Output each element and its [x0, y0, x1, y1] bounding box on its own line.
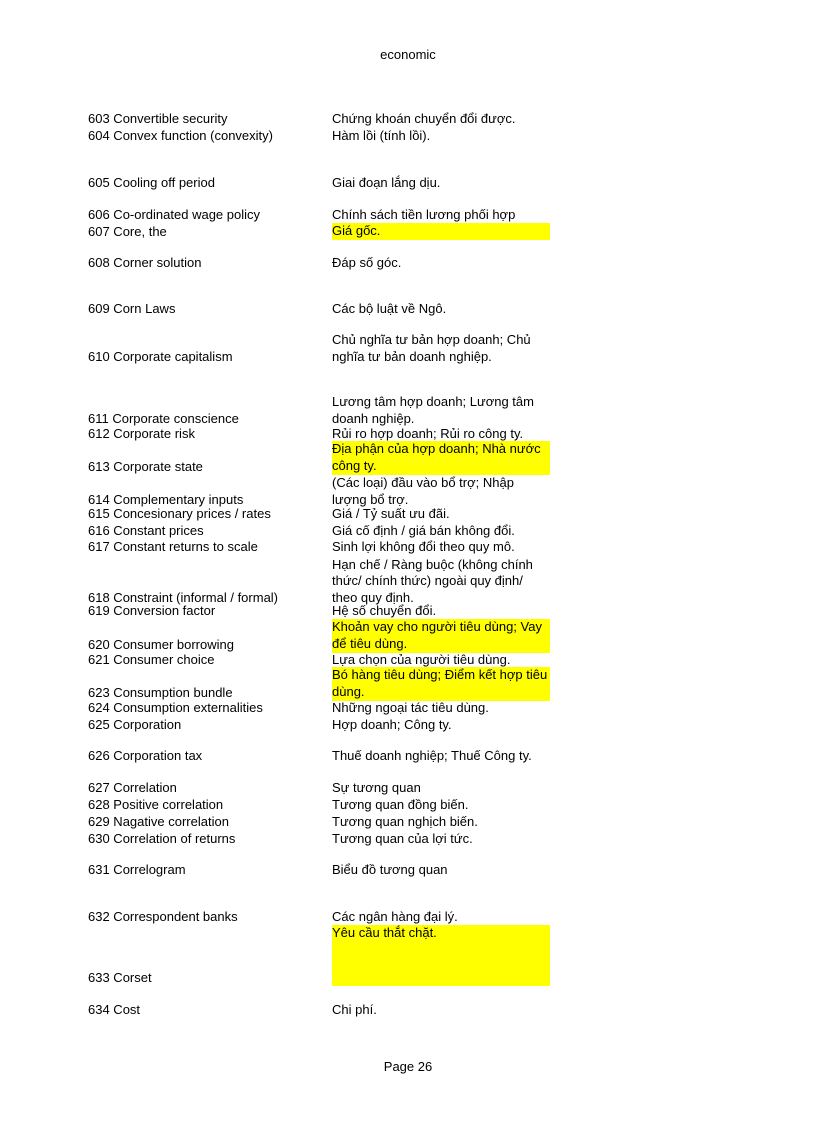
glossary-row	[0, 331, 816, 365]
glossary-row	[0, 425, 816, 442]
glossary-row	[0, 619, 816, 653]
glossary-row	[0, 747, 816, 764]
glossary-term: 604 Convex function (convexity)	[88, 127, 273, 143]
glossary-row	[0, 861, 816, 878]
glossary-row	[0, 441, 816, 475]
glossary-definition: Tương quan nghịch biến.	[332, 813, 478, 829]
glossary-term: 630 Correlation of returns	[88, 830, 236, 846]
glossary-row	[0, 813, 816, 830]
glossary-definition: Giai đoạn lắng dịu.	[332, 174, 441, 190]
page-number: Page 26	[383, 1059, 433, 1074]
glossary-row	[0, 716, 816, 733]
glossary-term: 631 Correlogram	[88, 861, 186, 877]
glossary-row	[0, 505, 816, 522]
glossary-definition: Chi phí.	[332, 1001, 377, 1017]
glossary-definition: Các bộ luật về Ngô.	[332, 300, 447, 316]
glossary-definition: Tương quan của lợi tức.	[332, 830, 473, 846]
glossary-term: 624 Consumption externalities	[88, 699, 263, 715]
glossary-definition: Tương quan đồng biến.	[332, 796, 469, 812]
glossary-row	[0, 556, 816, 606]
glossary-row	[0, 1001, 816, 1018]
glossary-term: 611 Corporate conscience	[88, 410, 239, 426]
glossary-row	[0, 796, 816, 813]
glossary-definition: Đáp số góc.	[332, 254, 402, 270]
glossary-row	[0, 908, 816, 925]
glossary-definition: Lương tâm hợp doanh; Lương tâm doanh nghiệp.	[332, 394, 534, 426]
glossary-definition: (Các loại) đầu vào bổ trợ; Nhập lượng bổ trợ.	[332, 475, 514, 507]
glossary-definition: Sinh lợi không đổi theo quy mô.	[332, 538, 515, 554]
glossary-term: 626 Corporation tax	[88, 747, 203, 763]
glossary-definition: Những ngoại tác tiêu dùng.	[332, 699, 489, 715]
glossary-term: 615 Concesionary prices / rates	[88, 505, 271, 521]
glossary-term: 610 Corporate capitalism	[88, 348, 233, 364]
glossary-definition: Hợp doanh; Công ty.	[332, 716, 452, 732]
glossary-row	[0, 651, 816, 668]
glossary-term: 607 Core, the	[88, 223, 167, 239]
glossary-term: 603 Convertible security	[88, 110, 228, 126]
glossary-term: 617 Constant returns to scale	[88, 538, 258, 554]
glossary-row	[0, 110, 816, 127]
glossary-term: 633 Corset	[88, 969, 152, 985]
glossary-definition: Bó hàng tiêu dùng; Điểm kết hợp tiêu dùng.	[332, 667, 550, 701]
glossary-definition: Khoản vay cho người tiêu dùng; Vay để tiêu dùng.	[332, 619, 550, 653]
glossary-term: 621 Consumer choice	[88, 651, 215, 667]
glossary-term: 623 Consumption bundle	[88, 684, 233, 700]
glossary-row	[0, 300, 816, 317]
glossary-row	[0, 393, 816, 427]
glossary-term: 625 Corporation	[88, 716, 182, 732]
glossary-term: 634 Cost	[88, 1001, 141, 1017]
glossary-row	[0, 522, 816, 539]
glossary-term: 612 Corporate risk	[88, 425, 195, 441]
glossary-row	[0, 699, 816, 716]
glossary-term: 620 Consumer borrowing	[88, 636, 234, 652]
glossary-term: 605 Cooling off period	[88, 174, 215, 190]
glossary-definition: Giá gốc.	[332, 223, 550, 240]
glossary-definition: Biểu đồ tương quan	[332, 861, 448, 877]
glossary-term: 616 Constant prices	[88, 522, 204, 538]
glossary-row	[0, 667, 816, 701]
glossary-row	[0, 474, 816, 508]
glossary-term: 628 Positive correlation	[88, 796, 224, 812]
glossary-definition: Thuế doanh nghiệp; Thuế Công ty.	[332, 747, 532, 763]
glossary-term: 619 Conversion factor	[88, 602, 216, 618]
glossary-definition: Chứng khoán chuyển đổi được.	[332, 110, 516, 126]
glossary-row	[0, 174, 816, 191]
page-header: economic	[380, 47, 436, 62]
glossary-row	[0, 602, 816, 619]
glossary-definition: Hệ số chuyển đổi.	[332, 602, 437, 618]
glossary-term: 609 Corn Laws	[88, 300, 176, 316]
glossary-term: 629 Nagative correlation	[88, 813, 229, 829]
glossary-definition: Sự tương quan	[332, 779, 421, 795]
glossary-term: 632 Correspondent banks	[88, 908, 238, 924]
glossary-definition: Các ngân hàng đại lý.	[332, 908, 458, 924]
glossary-term: 614 Complementary inputs	[88, 491, 244, 507]
glossary-definition: Hạn chế / Ràng buộc (không chính thức/ chính thức) ngoài quy định/ theo quy định.	[332, 556, 533, 605]
glossary-term: 606 Co-ordinated wage policy	[88, 206, 260, 222]
glossary-definition: Địa phận của hợp doanh; Nhà nước công ty.	[332, 441, 550, 475]
glossary-definition: Giá / Tỷ suất ưu đãi.	[332, 505, 450, 521]
glossary-row	[0, 206, 816, 223]
glossary-row	[0, 830, 816, 847]
glossary-definition: Yêu cầu thắt chặt.	[332, 925, 550, 986]
glossary-row	[0, 925, 816, 986]
glossary-row	[0, 254, 816, 271]
glossary-row	[0, 779, 816, 796]
glossary-definition: Lựa chọn của người tiêu dùng.	[332, 651, 511, 667]
glossary-row	[0, 223, 816, 240]
glossary-definition: Rủi ro hợp doanh; Rủi ro công ty.	[332, 425, 524, 441]
glossary-term: 618 Constraint (informal / formal)	[88, 589, 279, 605]
glossary-term: 608 Corner solution	[88, 254, 202, 270]
glossary-row	[0, 127, 816, 144]
glossary-definition: Hàm lồi (tính lồi).	[332, 127, 431, 143]
glossary-definition: Chính sách tiền lương phối hợp	[332, 206, 516, 222]
glossary-definition: Giá cố định / giá bán không đổi.	[332, 522, 515, 538]
glossary-definition: Chủ nghĩa tư bản hợp doanh; Chủ nghĩa tư bản doanh nghiệp.	[332, 332, 531, 364]
glossary-row	[0, 538, 816, 555]
glossary-term: 613 Corporate state	[88, 458, 203, 474]
glossary-term: 627 Correlation	[88, 779, 177, 795]
